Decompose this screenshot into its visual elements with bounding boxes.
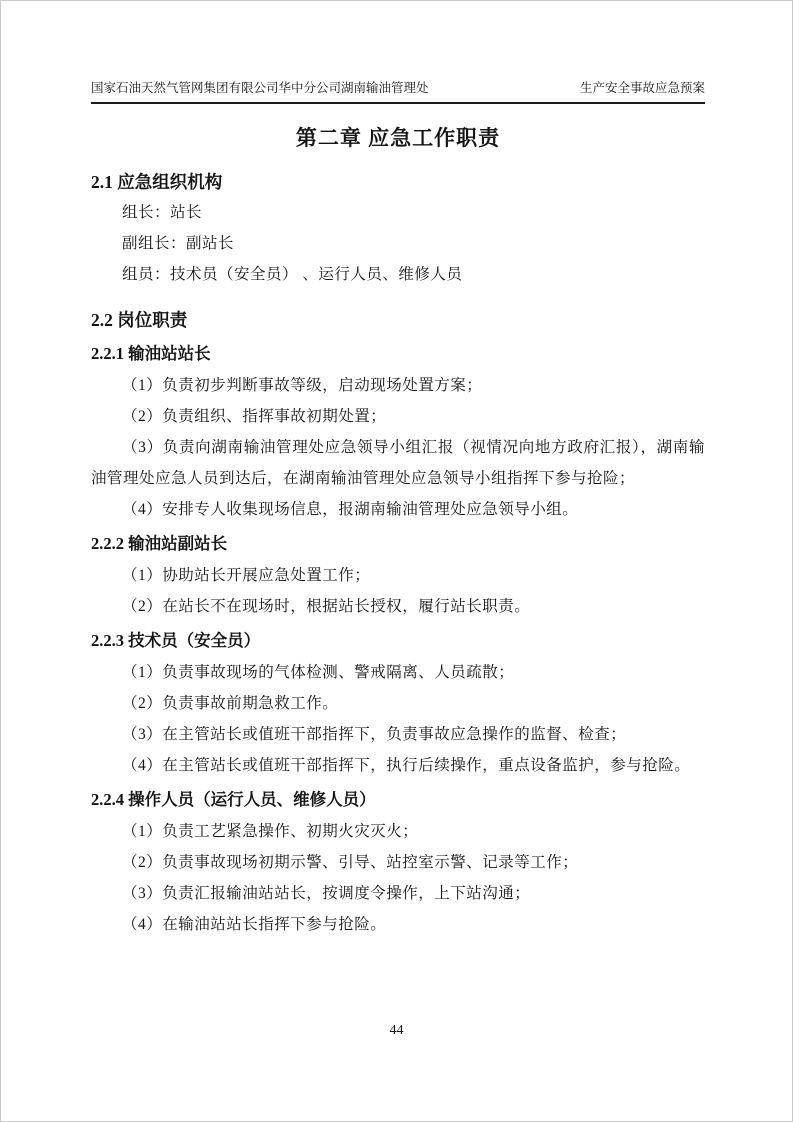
section-heading: 2.2.1 输油站站长 [91,344,211,363]
paragraph: （2）负责组织、指挥事故初期处置； [122,408,387,425]
paragraph: （4）安排专人收集现场信息，报湖南输油管理处应急领导小组。 [122,501,579,518]
paragraph: 组长：站长 [122,204,203,221]
paragraph: （1）负责事故现场的气体检测、警戒隔离、人员疏散； [122,664,515,681]
paragraph: （4）在输油站站长指挥下参与抢险。 [122,916,387,933]
paragraph: （1）负责初步判断事故等级，启动现场处置方案； [122,377,483,394]
section-heading: 2.2.3 技术员（安全员） [91,631,261,650]
section-heading: 2.2 岗位职责 [91,310,188,330]
chapter-title: 第二章 应急工作职责 [295,126,501,150]
paragraph: （4）在主管站长或值班干部指挥下，执行后续操作，重点设备监护，参与抢险。 [122,757,691,774]
paragraph: （1）协助站长开展应急处置工作； [122,567,371,584]
section-heading: 2.2.4 操作人员（运行人员、维修人员） [91,790,376,809]
paragraph: （2）在站长不在现场时，根据站长授权，履行站长职责。 [122,598,531,615]
paragraph: 组员：技术员（安全员） 、运行人员、维修人员 [122,266,463,283]
header-right-text: 生产安全事故应急预案 [579,81,705,95]
paragraph: （3）负责向湖南输油管理处应急领导小组汇报（视情况向地方政府汇报），湖南输油管理处应急人员到达后，在湖南输油管理处应急领导小组指挥下参与抢险； [91,439,705,487]
page-number: 44 [389,1023,404,1038]
section-heading: 2.2.2 输油站副站长 [91,534,228,553]
section-heading: 2.1 应急组织机构 [91,172,223,192]
paragraph: （3）负责汇报输油站站长，按调度令操作，上下站沟通； [122,885,531,902]
page-header [91,81,705,104]
document-content [91,167,705,940]
page-content [1,1,792,940]
header-left-text: 国家石油天然气管网集团有限公司华中分公司湖南输油管理处 [91,81,429,95]
paragraph: （2）负责事故现场初期示警、引导、站控室示警、记录等工作； [122,854,579,871]
paragraph: （1）负责工艺紧急操作、初期火灾灭火； [122,823,419,840]
paragraph: （2）负责事故前期急救工作。 [122,695,339,712]
paragraph: （3）在主管站长或值班干部指挥下，负责事故应急操作的监督、检查； [122,726,627,743]
paragraph: 副组长：副站长 [122,235,235,252]
